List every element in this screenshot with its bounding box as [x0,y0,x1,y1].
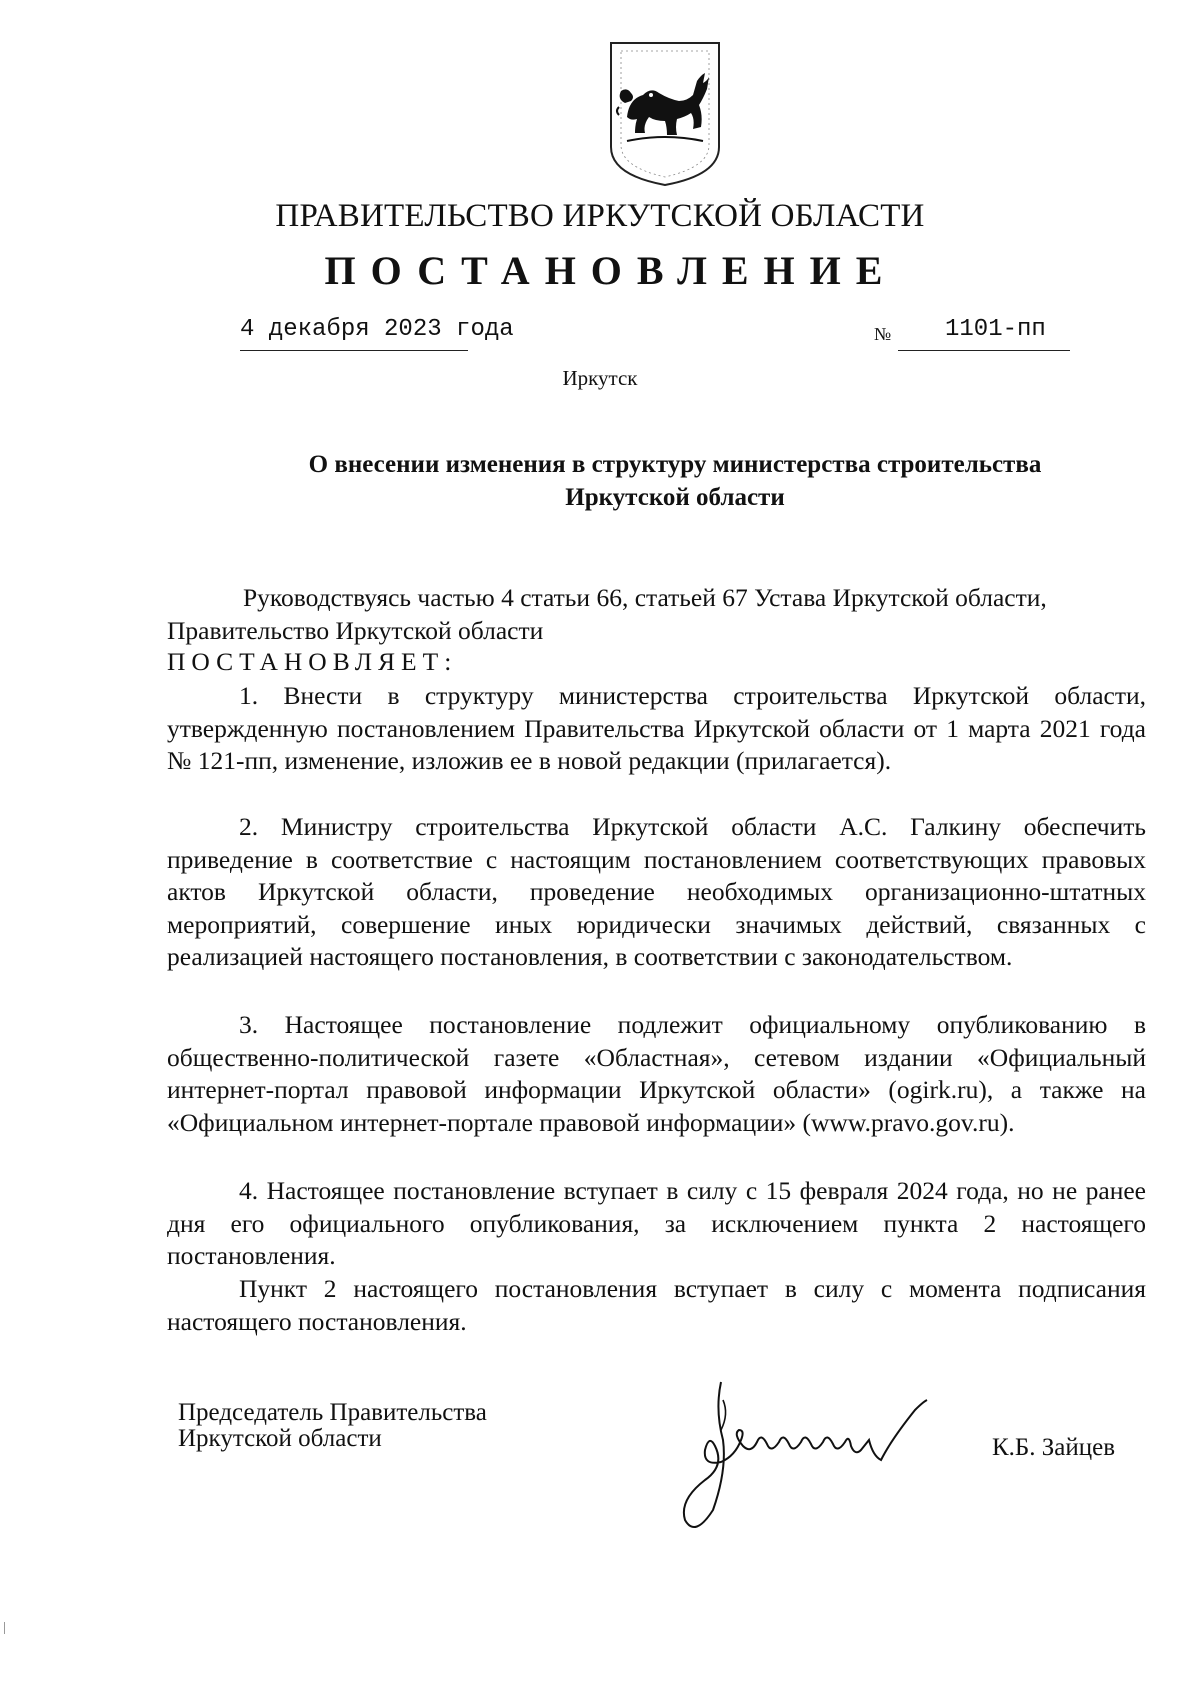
signer-name: К.Б. Зайцев [992,1434,1116,1461]
coat-of-arms-icon [607,37,723,187]
signer-position-line-1: Председатель Правительства [178,1399,487,1426]
scan-margin-mark [4,1622,5,1634]
city: Иркутск [562,366,638,390]
paragraph-3: 3. Настоящее постановление подлежит официальному опубликованию в общественно-политической газете «Областная», сетевом издании «Официальный интернет-портал правовой информации Иркутской области» (ogirk.ru), а также на «Официальном интернет-портале правовой информации» (www.pravo.gov.ru). [167,1010,1146,1137]
intro-line-2: Правительство Иркутской области [167,616,544,645]
document-date: 4 декабря 2023 года [240,316,514,343]
date-underline [240,350,468,351]
title-line-1: О внесении изменения в структуру министерства строительства [308,451,1042,478]
government-name: ПРАВИТЕЛЬСТВО ИРКУТСКОЙ ОБЛАСТИ [275,198,925,234]
handwritten-signature [665,1370,965,1540]
document-type: ПОСТАНОВЛЕНИЕ [324,248,898,293]
paragraph-2: 2. Министру строительства Иркутской области А.С. Галкину обеспечить приведение в соответствие с настоящим постановлением соответствующих правовых актов Иркутской области, проведение необходимых организационно-штатных мероприятий, совершение иных юридически значимых действий, связанных с реализацией настоящего постановления, в соответствии с законодательством. [167,812,1146,971]
title-line-2: Иркутской области [565,484,785,511]
resolves-heading: ПОСТАНОВЛЯЕТ: [167,647,458,676]
signer-position-line-2: Иркутской области [178,1425,382,1452]
paragraph-5: Пункт 2 настоящего постановления вступает в силу с момента подписания настоящего постановления. [167,1274,1146,1336]
signer-position [178,1400,487,1452]
intro-line-1: Руководствуясь частью 4 статьи 66, статьей 67 Устава Иркутской области, [243,583,1047,612]
document-title [240,448,1110,514]
number-sign: № [874,324,892,344]
number-underline [898,350,1070,351]
paragraph-4: 4. Настоящее постановление вступает в силу с 15 февраля 2024 года, но не ранее дня его официального опубликования, за исключением пункта 2 настоящего постановления. [167,1176,1146,1270]
document-number: 1101-пп [945,316,1046,343]
paragraph-1: 1. Внести в структуру министерства строительства Иркутской области, утвержденную постановлением Правительства Иркутской области от 1 марта 2021 года № 121-пп, изменение, изложив ее в новой редакции (прилагается). [167,681,1146,775]
